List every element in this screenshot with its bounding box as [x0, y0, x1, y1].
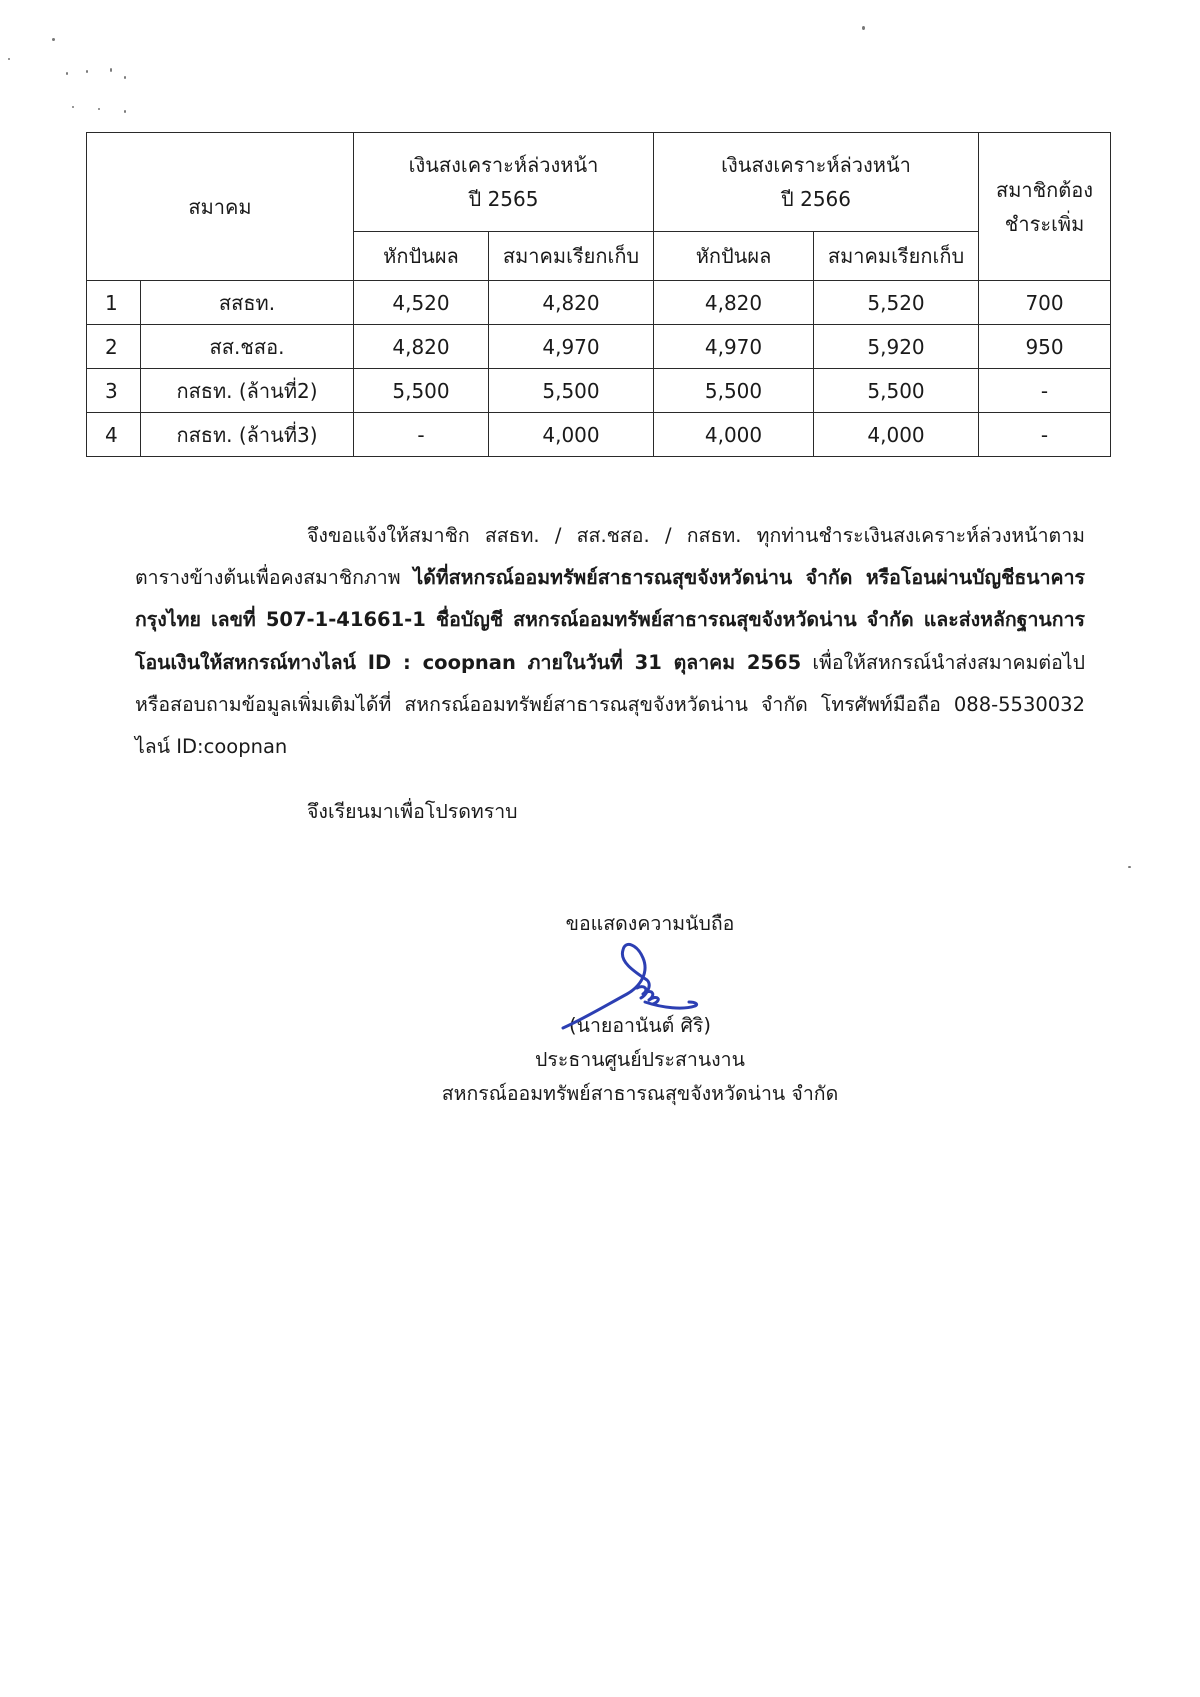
row-2566-collect: 5,920	[814, 325, 979, 369]
row-association: กสธท. (ล้านที่2)	[141, 369, 354, 413]
header-extra-payment	[979, 133, 1111, 281]
header-extra-line1: สมาชิกต้อง	[995, 177, 1094, 202]
closing-line: จึงเรียนมาเพื่อโปรดทราบ	[307, 800, 518, 823]
table-row	[87, 369, 1111, 413]
signer-position: ประธานศูนย์ประสานงาน	[535, 1048, 745, 1071]
row-2565-collect: 5,500	[489, 369, 654, 413]
signature-block	[380, 908, 900, 1111]
row-2565-dividend: -	[354, 413, 489, 457]
header-year-2565	[354, 133, 654, 232]
row-extra-payment: 700	[979, 281, 1111, 325]
row-association: สสธท.	[141, 281, 354, 325]
table-row	[87, 325, 1111, 369]
header-2565-line2: ปี 2565	[468, 187, 539, 211]
row-extra-payment: 950	[979, 325, 1111, 369]
row-2566-dividend: 4,820	[654, 281, 814, 325]
row-extra-payment: -	[979, 369, 1111, 413]
signer-organization: สหกรณ์ออมทรัพย์สาธารณสุขจังหวัดน่าน จำกัด	[441, 1082, 839, 1105]
subheader-2566-collect: สมาคมเรียกเก็บ	[814, 232, 979, 281]
header-extra-line2: ชำระเพิ่ม	[1004, 211, 1085, 236]
table-row	[87, 413, 1111, 457]
row-2566-dividend: 4,000	[654, 413, 814, 457]
row-extra-payment: -	[979, 413, 1111, 457]
row-2565-dividend: 5,500	[354, 369, 489, 413]
header-year-2566	[654, 133, 979, 232]
header-2566-line2: ปี 2566	[781, 187, 851, 211]
row-2565-collect: 4,000	[489, 413, 654, 457]
handwritten-signature	[545, 928, 705, 1038]
row-association: สส.ชสอ.	[141, 325, 354, 369]
row-2565-dividend: 4,820	[354, 325, 489, 369]
row-number: 4	[87, 413, 141, 457]
row-2566-dividend: 5,500	[654, 369, 814, 413]
subheader-2565-dividend: หักปันผล	[354, 232, 489, 281]
row-2566-collect: 5,520	[814, 281, 979, 325]
notice-text-intro: จึงขอแจ้งให้สมาชิก สสธท. / สส.ชสอ. / กสธท. ทุกท่านชำระเงินสงเคราะห์ล่วงหน้าตามตารางข้างต้นเพื่อคงสมาชิกภาพ	[135, 524, 1085, 590]
notice-paragraph	[135, 515, 1085, 768]
row-2566-dividend: 4,970	[654, 325, 814, 369]
header-2566-line1: เงินสงเคราะห์ล่วงหน้า	[721, 153, 911, 177]
row-number: 2	[87, 325, 141, 369]
row-2565-collect: 4,970	[489, 325, 654, 369]
regards-line: ขอแสดงความนับถือ	[565, 912, 735, 935]
notice-text-payment-details: ได้ที่สหกรณ์ออมทรัพย์สาธารณสุขจังหวัดน่าน จำกัด หรือโอนผ่านบัญชีธนาคารกรุงไทย เลขที่ 507-1-41661-1 ชื่อบัญชี สหกรณ์ออมทรัพย์สาธารณสุขจังหวัดน่าน จำกัด และส่งหลักฐานการโอนเงินให้สหกรณ์ทางไลน์ ID : coopnan ภายในวันที่ 31 ตุลาคม 2565	[135, 566, 1085, 674]
subheader-2565-collect: สมาคมเรียกเก็บ	[489, 232, 654, 281]
subheader-2566-dividend: หักปันผล	[654, 232, 814, 281]
signer-name: (นายอานันต์ ศิริ)	[569, 1014, 711, 1037]
row-2565-dividend: 4,520	[354, 281, 489, 325]
header-association: สมาคม	[87, 133, 354, 281]
fee-table	[86, 132, 1111, 457]
table-row	[87, 281, 1111, 325]
row-number: 1	[87, 281, 141, 325]
notice-text-contact: เพื่อให้สหกรณ์นำส่งสมาคมต่อไป หรือสอบถามข้อมูลเพิ่มเติมได้ที่ สหกรณ์ออมทรัพย์สาธารณสุขจังหวัดน่าน จำกัด โทรศัพท์มือถือ 088-5530032 ไลน์ ID:coopnan	[135, 650, 1085, 759]
row-2566-collect: 4,000	[814, 413, 979, 457]
row-number: 3	[87, 369, 141, 413]
row-2566-collect: 5,500	[814, 369, 979, 413]
header-2565-line1: เงินสงเคราะห์ล่วงหน้า	[408, 153, 599, 177]
row-2565-collect: 4,820	[489, 281, 654, 325]
row-association: กสธท. (ล้านที่3)	[141, 413, 354, 457]
